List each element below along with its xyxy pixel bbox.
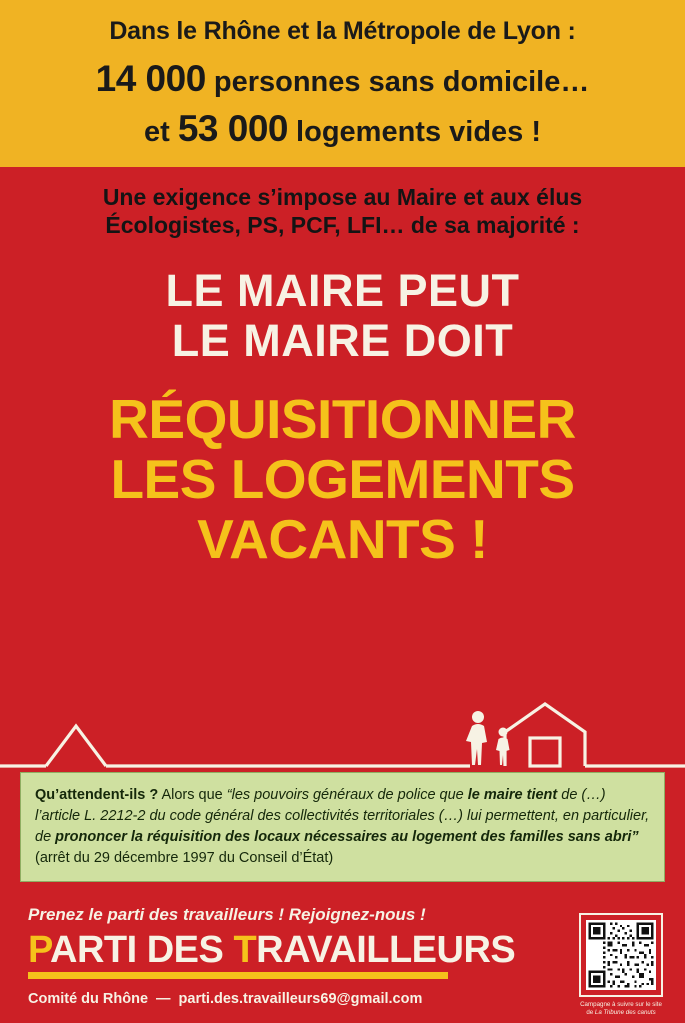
requisition-line-2: LES LOGEMENTS xyxy=(110,447,575,510)
header-block xyxy=(0,0,685,167)
quote-part-2: de (…) l’article L. 2212-2 du code général des collectivités territoriales (…) lui xyxy=(35,787,606,825)
logo-letter-p: P xyxy=(28,929,51,971)
quote-source: (arrêt du 29 décembre 1997 du Conseil d’État) xyxy=(35,850,334,867)
qr-caption-site-name: La Tribune des canuts xyxy=(594,1008,656,1016)
quote-lead: Qu’attendent-ils ? xyxy=(35,787,159,803)
vacant-label: logements vides ! xyxy=(288,116,542,149)
contact-email[interactable]: parti.des.travailleurs69@gmail.com xyxy=(178,991,423,1007)
quote-part-4-bold: logement des familles sans abri” xyxy=(412,829,639,846)
skyline-illustration xyxy=(0,700,685,768)
qr-caption-line-1: Campagne à suivre sur le site xyxy=(580,1001,662,1008)
house-door-icon xyxy=(530,738,560,766)
committee-name: Comité du Rhône xyxy=(28,991,149,1007)
logo-arti-des: ARTI DES xyxy=(50,929,234,971)
requisition-headline xyxy=(20,387,665,571)
quote-part-1-bold: le maire tient xyxy=(467,787,558,803)
mayor-can-line: LE MAIRE PEUT xyxy=(165,265,520,317)
quote-part-3: permettent, en particulier, de xyxy=(35,808,650,846)
qr-caption-prefix: de xyxy=(586,1008,595,1016)
header-line-3 xyxy=(20,108,665,151)
demand-line-1: Une exigence s’impose au Maire et aux élus xyxy=(102,183,583,210)
small-roof-icon xyxy=(46,726,106,766)
mayor-can-must xyxy=(20,266,665,367)
vacant-count: 53 000 xyxy=(177,108,288,150)
demand-line-2: Écologistes, PS, PCF, LFI… de sa majorité : xyxy=(105,212,580,239)
logo-ravailleurs: RAVAILLEURS xyxy=(256,929,516,971)
homeless-label: personnes sans domicile… xyxy=(205,65,590,98)
qr-block[interactable] xyxy=(579,913,663,1017)
party-logo-text xyxy=(28,929,516,971)
quote-connector: Alors que xyxy=(158,787,227,803)
qr-code-icon[interactable] xyxy=(586,920,656,990)
header-line-1: Dans le Rhône et la Métropole de Lyon : xyxy=(109,17,576,45)
header-line-2 xyxy=(20,58,665,101)
contact-separator: — xyxy=(156,991,171,1007)
demand-text xyxy=(20,183,665,241)
family-silhouette-icon xyxy=(466,711,510,765)
contact-line xyxy=(28,991,665,1007)
join-slogan: Prenez le parti des travailleurs ! Rejoignez-nous ! xyxy=(28,905,426,924)
qr-caption xyxy=(579,1001,663,1017)
mayor-must-line: LE MAIRE DOIT xyxy=(171,315,514,367)
requisition-line-3: VACANTS ! xyxy=(197,508,488,571)
legal-quote-box xyxy=(20,772,665,882)
quote-part-3-bold: prononcer la réquisition des locaux nécessaires au xyxy=(55,829,409,846)
vacant-prefix: et xyxy=(143,116,178,149)
house-icon xyxy=(505,704,585,766)
logo-letter-t: T xyxy=(233,929,257,971)
qr-frame[interactable] xyxy=(579,913,663,997)
logo-underline xyxy=(28,972,448,979)
party-logo xyxy=(28,929,516,979)
quote-part-1: “les pouvoirs généraux de police que xyxy=(226,787,468,803)
requisition-line-1: RÉQUISITIONNER xyxy=(109,387,576,450)
qr-caption-line-2 xyxy=(579,1009,663,1017)
footer-block xyxy=(0,895,685,1023)
homeless-count: 14 000 xyxy=(95,57,206,99)
main-block xyxy=(0,167,685,571)
